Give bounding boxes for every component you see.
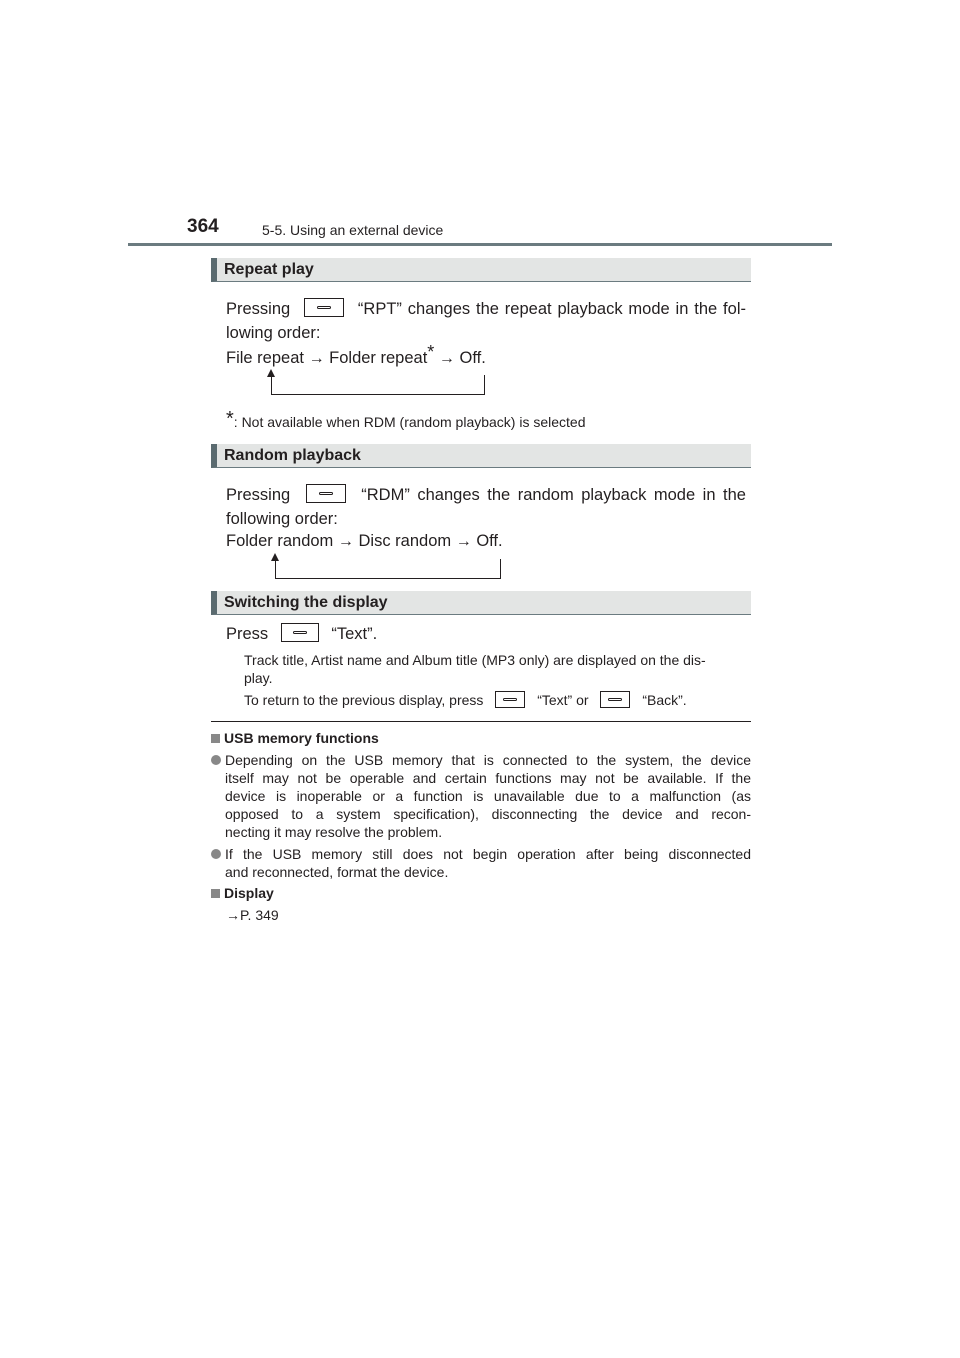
- usb-item-2: If the USB memory still does not begin operation after being disconnected and reconnected, format the device.: [211, 845, 751, 881]
- asterisk-icon: *: [427, 342, 435, 362]
- page-number: 364: [187, 216, 219, 237]
- arrow-right-icon: →: [438, 350, 455, 367]
- repeat-line-1: Pressing “RPT” changes the repeat playback mode in the fol-: [226, 300, 746, 318]
- text-button-icon: [495, 691, 525, 708]
- repeat-cycle-loop-icon: [271, 375, 485, 395]
- header-rule: [128, 243, 832, 246]
- arrow-right-icon: →: [308, 350, 325, 367]
- display-title: Display: [211, 885, 274, 901]
- text-button-icon: [281, 623, 319, 642]
- display-reference: [226, 906, 279, 924]
- circle-bullet-icon: [211, 755, 221, 765]
- usb-item-1: Depending on the USB memory that is connected to the system, the device itself may not be operable and certain functions may not be available. If the device is inoperable or a function is unavailable due to a malfunction (as opposed to a system specification), disconnecting the device and recon- necting it may resolve the problem.: [211, 751, 751, 841]
- arrow-right-icon: →: [337, 533, 354, 550]
- switching-press-line: Press “Text”.: [226, 625, 378, 643]
- random-order: Folder random → Disc random → Off.: [226, 532, 503, 550]
- random-playback-heading: Random playback: [211, 444, 751, 468]
- random-line-2: following order:: [226, 510, 338, 528]
- switching-return-line: To return to the previous display, press “Text” or “Back”.: [244, 692, 687, 708]
- repeat-play-heading: Repeat play: [211, 258, 751, 282]
- back-button-icon: [600, 691, 630, 708]
- arrow-right-icon: →: [226, 907, 240, 923]
- repeat-footnote: *: Not available when RDM (random playback) is selected: [226, 408, 586, 430]
- random-line-1: Pressing “RDM” changes the random playback mode in the: [226, 486, 746, 504]
- usb-functions-title: USB memory functions: [211, 730, 379, 746]
- asterisk-icon: *: [226, 408, 234, 430]
- section-title: 5-5. Using an external device: [262, 222, 444, 238]
- rdm-button-icon: [306, 484, 346, 503]
- repeat-line-2: lowing order:: [226, 324, 321, 342]
- arrow-right-icon: →: [455, 533, 472, 550]
- repeat-order: File repeat → Folder repeat* → Off.: [226, 342, 486, 367]
- circle-bullet-icon: [211, 849, 221, 859]
- page-reference-link[interactable]: P. 349: [240, 907, 279, 923]
- square-bullet-icon: [211, 734, 220, 743]
- switching-display-heading: Switching the display: [211, 591, 751, 615]
- square-bullet-icon: [211, 889, 220, 898]
- switching-description: Track title, Artist name and Album title (MP3 only) are displayed on the dis- play.: [244, 652, 706, 686]
- section-divider: [211, 721, 751, 722]
- random-cycle-loop-icon: [275, 559, 501, 579]
- rpt-button-icon: [304, 298, 344, 317]
